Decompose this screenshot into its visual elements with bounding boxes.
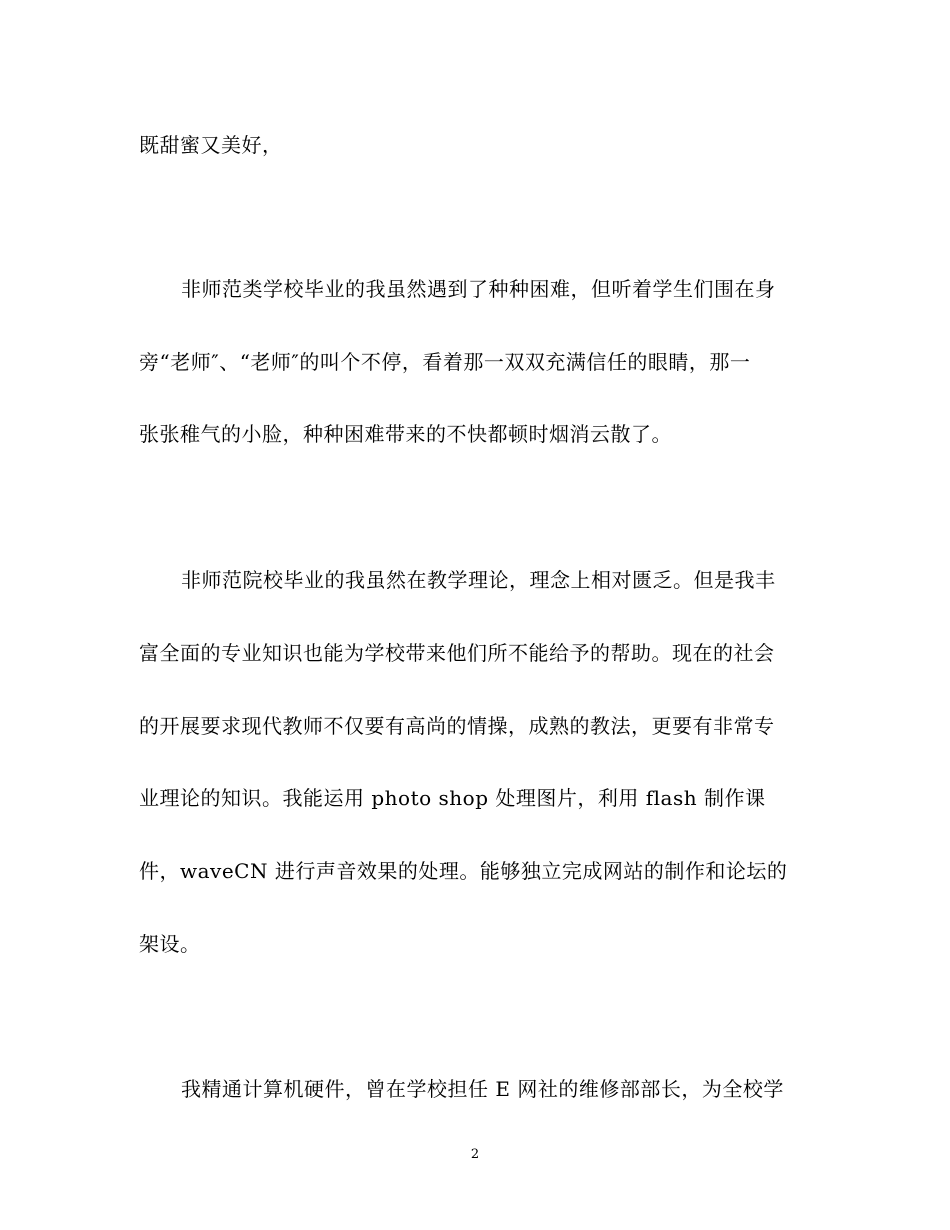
text-line: 旁“老师″、“老师″的叫个不停，看着那一双双充满信任的眼睛，那一 <box>139 350 751 374</box>
paragraph-first-line: 非师范类学校毕业的我虽然遇到了种种困难，但听着学生们围在身 <box>181 277 776 301</box>
text-line: 既甜蜜又美好， <box>139 133 283 157</box>
text-line: 架设。 <box>139 932 201 956</box>
text-line: 的开展要求现代教师不仅要有高尚的情操，成熟的教法，更要有非常专 <box>139 714 775 738</box>
text-line: 富全面的专业知识也能为学校带来他们所不能给予的帮助。现在的社会 <box>139 641 775 665</box>
text-line: 件，waveCN 进行声音效果的处理。能够独立完成网站的制作和论坛的 <box>139 859 788 883</box>
page-number: 2 <box>470 1147 480 1162</box>
paragraph-first-line: 我精通计算机硬件，曾在学校担任 E 网社的维修部部长，为全校学 <box>181 1077 784 1101</box>
text-line: 业理论的知识。我能运用 photo shop 处理图片，利用 flash 制作课 <box>139 786 766 810</box>
text-line: 张张稚气的小脸，种种困难带来的不快都顿时烟消云散了。 <box>139 422 672 446</box>
paragraph-first-line: 非师范院校毕业的我虽然在教学理论，理念上相对匮乏。但是我丰 <box>181 568 776 592</box>
